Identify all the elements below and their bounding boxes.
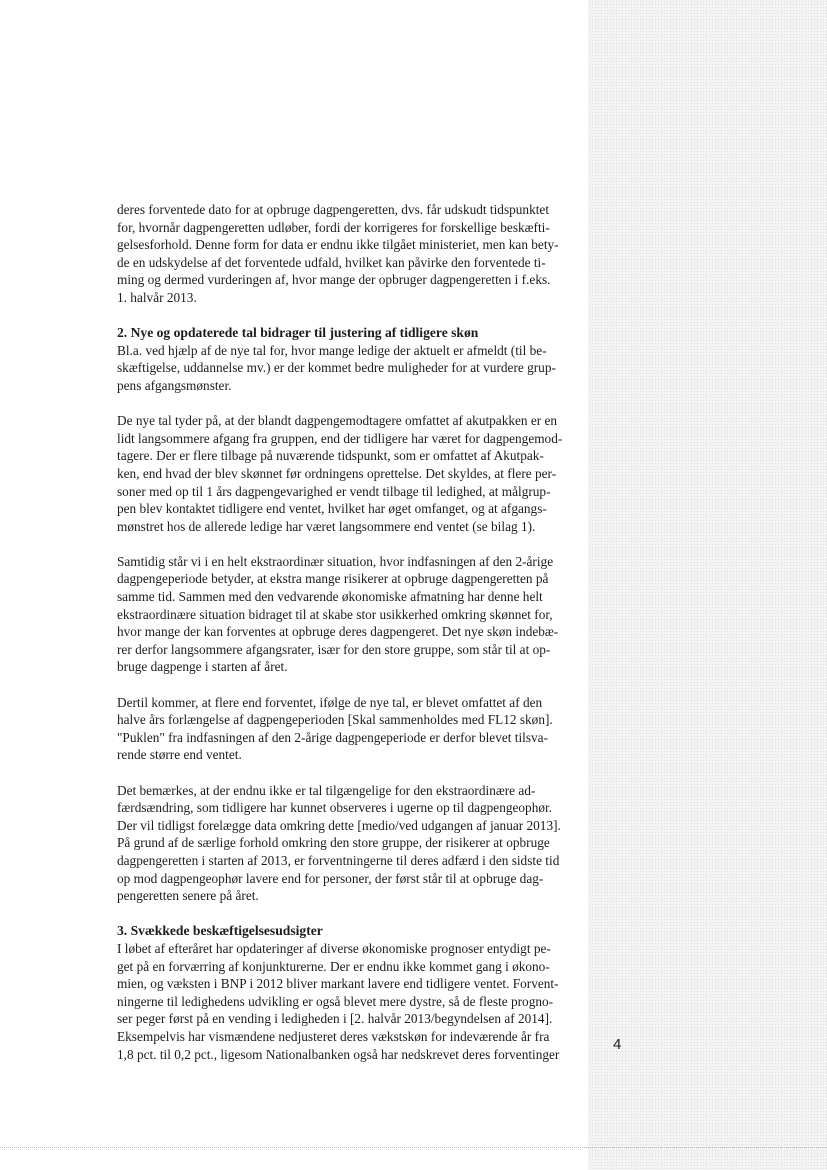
section-heading-3: 3. Svækkede beskæftigelsesudsigter <box>117 923 323 939</box>
paragraph-intro: deres forventede dato for at opbruge dagpengeretten, dvs. får udskudt tidspunktet for, hvornår dagpengeretten udløber, fordi der korrigeres for forskellige beskæfti- gelsesforhold. Denne form for data er endnu ikke tilgået ministeriet, men kan bety- de en udskydelse af det forventede udfald, hvilket kan påvirke den forventede ti- ming og dermed vurderingen af, hvor mange der opbruger dagpengeretten i f.eks. 1. halvår 2013. <box>117 202 559 305</box>
page-bottom-rule <box>0 1147 827 1148</box>
paragraph-2-5: Det bemærkes, at der endnu ikke er tal tilgængelige for den ekstraordinære ad- færdsændring, som tidligere har kunnet observeres i ugerne op til dagpengeophør. Der vil tidligst forelægge data omkring dette [medio/ved udgangen af januar 2013]. På grund af de særlige forhold omkring den store gruppe, der risikerer at opbruge dagpengeretten i starten af 2013, er forventningerne til deres adfærd i den sidste tid op mod dagpengeophør lavere end for personer, der først står til at opbruge dag- pengeretten senere på året. <box>117 782 561 904</box>
paragraph-2-4: Dertil kommer, at flere end forventet, ifølge de nye tal, er blevet omfattet af den halve års forlængelse af dagpengeperioden [Skal sammenholdes med FL12 skøn]. "Puklen" fra indfasningen af den 2-årige dagpengeperiode er derfor blevet tilsva- rende større end ventet. <box>117 694 553 763</box>
paragraph-2-2: De nye tal tyder på, at der blandt dagpengemodtagere omfattet af akutpakken er en lidt langsommere afgang fra gruppen, end der tidligere har været for dagpengemod- tagere. Der er flere tilbage på nuværende tidspunkt, som er omfattet af Akutpak- ken, end hvad der blev skønnet før ordningens oprettelse. Det skyldes, at flere per- soner med op til 1 års dagpengevarighed er vendt tilbage til ledighed, at målgrup- pen blev kontaktet tidligere end ventet, hvilket har øget omfanget, og at afgangs- mønstret hos de allerede ledige har været langsommere end ventet (se bilag 1). <box>117 413 563 534</box>
scan-margin-band <box>588 0 827 1170</box>
document-body <box>117 201 583 1081</box>
page-number: 4 <box>613 1036 622 1053</box>
paragraph-2-1: Bl.a. ved hjælp af de nye tal for, hvor mange ledige der aktuelt er afmeldt (til be- skæftigelse, uddannelse mv.) er der kommet bedre muligheder for at vurdere grup- pens afgangsmønster. <box>117 342 556 393</box>
section-heading-2: 2. Nye og opdaterede tal bidrager til justering af tidligere skøn <box>117 325 479 341</box>
paragraph-2-3: Samtidig står vi i en helt ekstraordinær situation, hvor indfasningen af den 2-årige dagpengeperiode betyder, at ekstra mange risikerer at opbruge dagpengeretten på samme tid. Sammen med den vedvarende økonomiske afmatning har denne helt ekstraordinære situation bidraget til at skabe stor usikkerhed omkring skønnet for, hvor mange der kan forventes at opbruge deres dagpengeret. Det nye skøn indebæ- rer derfor langsommere afgangsrater, især for den store gruppe, som står til at op- bruge dagpenge i starten af året. <box>117 553 559 675</box>
paragraph-3-1: I løbet af efteråret har opdateringer af diverse økonomiske prognoser entydigt pe- get på en forværring af konjunkturerne. Der er endnu ikke kommet gang i økono- mien, og væksten i BNP i 2012 bliver markant lavere end tidligere ventet. Forvent- ningerne til ledighedens udvikling er også blevet mere dystre, så de fleste progno- ser peger først på en vending i ledigheden i [2. halvår 2013/begyndelsen af 2014]. Eksempelvis har vismændene nedjusteret deres vækstskøn for indeværende år fra 1,8 pct. til 0,2 pct., ligesom Nationalbanken også har nedskrevet deres forventinger <box>117 940 560 1062</box>
